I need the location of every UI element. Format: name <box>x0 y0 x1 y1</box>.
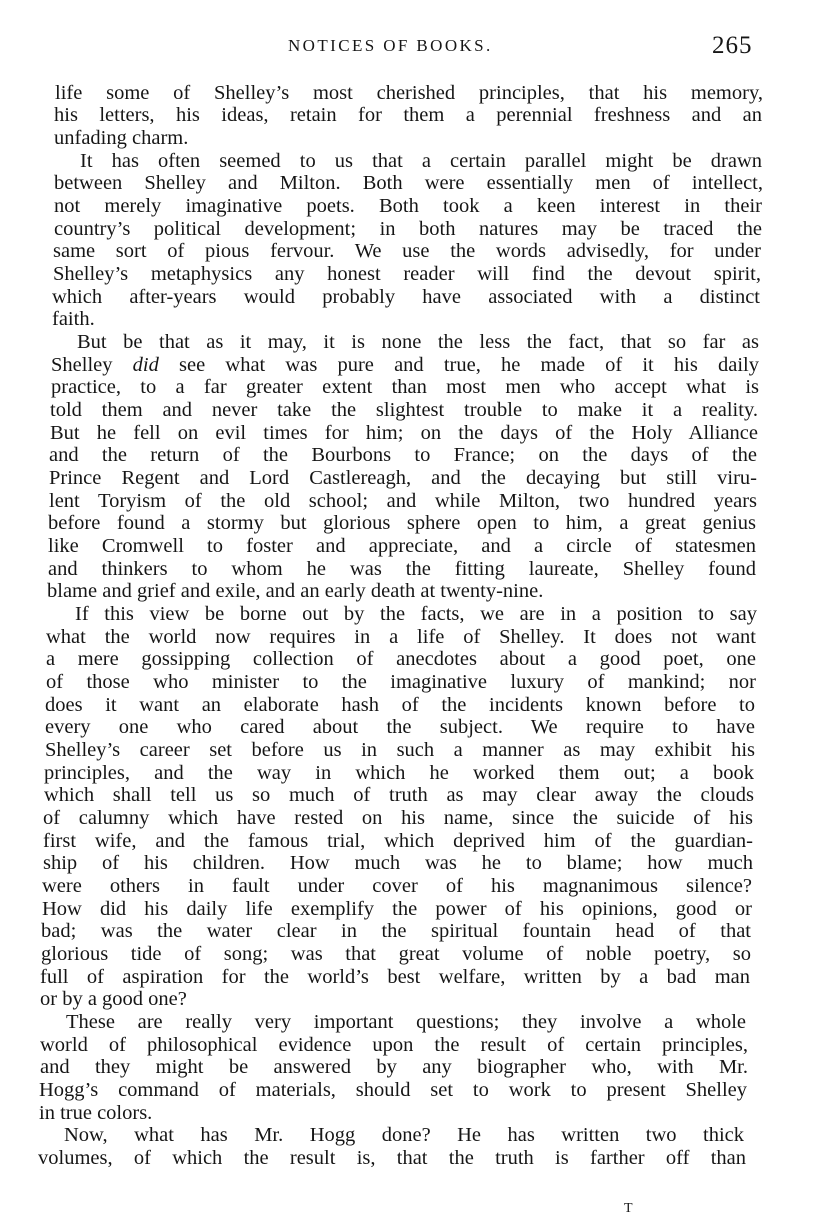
text-line: These are really very important questions; they involve a whole <box>66 1011 746 1033</box>
text-line: and the return of the Bourbons to France; on the days of the <box>49 444 757 466</box>
emphasis: did <box>132 354 159 376</box>
text-line: If this view be borne out by the facts, we are in a position to say <box>75 603 757 625</box>
text-line: does it want an elaborate hash of the incidents known before to <box>45 694 755 716</box>
text-line: country’s political development; in both natures may be traced the <box>54 218 762 240</box>
text-line: But be that as it may, it is none the less the fact, that so far as <box>77 331 759 353</box>
text-line: Shelley’s metaphysics any honest reader will find the devout spirit, <box>53 263 761 285</box>
text-line: How did his daily life exemplify the power of his opinions, good or <box>42 898 752 920</box>
signature-mark: T <box>624 1201 634 1216</box>
text-line: which after-years would probably have associated with a distinct <box>52 286 760 308</box>
text-line: not merely imaginative poets. Both took a keen interest in their <box>54 195 762 217</box>
text-line: Prince Regent and Lord Castlereagh, and the decaying but still viru- <box>49 467 757 489</box>
text-line: full of aspiration for the world’s best welfare, written by a bad man <box>40 966 750 988</box>
text-line: faith. <box>52 308 95 330</box>
text-line: same sort of pious fervour. We use the words advisedly, for under <box>53 240 761 262</box>
text-line: glorious tide of song; was that great volume of noble poetry, so <box>41 943 751 965</box>
text-line: of calumny which have rested on his name, since the suicide of his <box>43 807 753 829</box>
page-header <box>0 32 819 62</box>
text-line: world of philosophical evidence upon the result of certain principles, <box>40 1034 748 1056</box>
page-number: 265 <box>712 32 753 59</box>
text-line: were others in fault under cover of his magnanimous silence? <box>42 875 752 897</box>
text-line: volumes, of which the result is, that the truth is farther off than <box>38 1147 746 1169</box>
text-line: It has often seemed to us that a certain parallel might be drawn <box>80 150 762 172</box>
text-line: lent Toryism of the old school; and while Milton, two hundred years <box>49 490 757 512</box>
text-line: bad; was the water clear in the spiritual fountain head of that <box>41 920 751 942</box>
text-line: and thinkers to whom he was the fitting laureate, Shelley found <box>48 558 756 580</box>
text-line: Shelley’s career set before us in such a manner as may exhibit his <box>45 739 755 761</box>
text-line: like Cromwell to foster and appreciate, and a circle of statesmen <box>48 535 756 557</box>
text-line: and they might be answered by any biographer who, with Mr. <box>40 1056 748 1078</box>
text-line: a mere gossipping collection of anecdotes about a good poet, one <box>46 648 756 670</box>
text-line: between Shelley and Milton. Both were essentially men of intellect, <box>54 172 763 194</box>
text-line: every one who cared about the subject. We require to have <box>45 716 755 738</box>
text-line: first wife, and the famous trial, which deprived him of the guardian- <box>43 830 753 852</box>
text-line: Now, what has Mr. Hogg done? He has written two thick <box>64 1124 744 1146</box>
text-line: in true colors. <box>39 1102 153 1124</box>
text-line: practice, to a far greater extent than most men who accept what is <box>51 376 759 398</box>
text-line: But he fell on evil times for him; on the days of the Holy Alliance <box>50 422 758 444</box>
text-line: before found a stormy but glorious sphere open to him, a great genius <box>48 512 756 534</box>
text-line: or by a good one? <box>40 988 187 1010</box>
text-line: unfading charm. <box>54 127 189 149</box>
running-head: NOTICES OF BOOKS. <box>288 36 493 55</box>
text-line: which shall tell us so much of truth as may clear away the clouds <box>44 784 754 806</box>
text-line: ship of his children. How much was he to blame; how much <box>43 852 753 874</box>
text-line: blame and grief and exile, and an early death at twenty-nine. <box>47 580 544 602</box>
text-line: Hogg’s command of materials, should set to work to present Shelley <box>39 1079 747 1101</box>
text-line: what the world now requires in a life of Shelley. It does not want <box>46 626 756 648</box>
text-line: Shelley did see what was pure and true, he made of it his daily <box>51 354 759 376</box>
text-line: told them and never take the slightest trouble to make it a reality. <box>50 399 758 421</box>
text-line: life some of Shelley’s most cherished principles, that his memory, <box>55 82 763 104</box>
text-line: his letters, his ideas, retain for them a perennial freshness and an <box>54 104 762 126</box>
text-line: of those who minister to the imaginative luxury of mankind; nor <box>46 671 756 693</box>
text-line: principles, and the way in which he worked them out; a book <box>44 762 754 784</box>
